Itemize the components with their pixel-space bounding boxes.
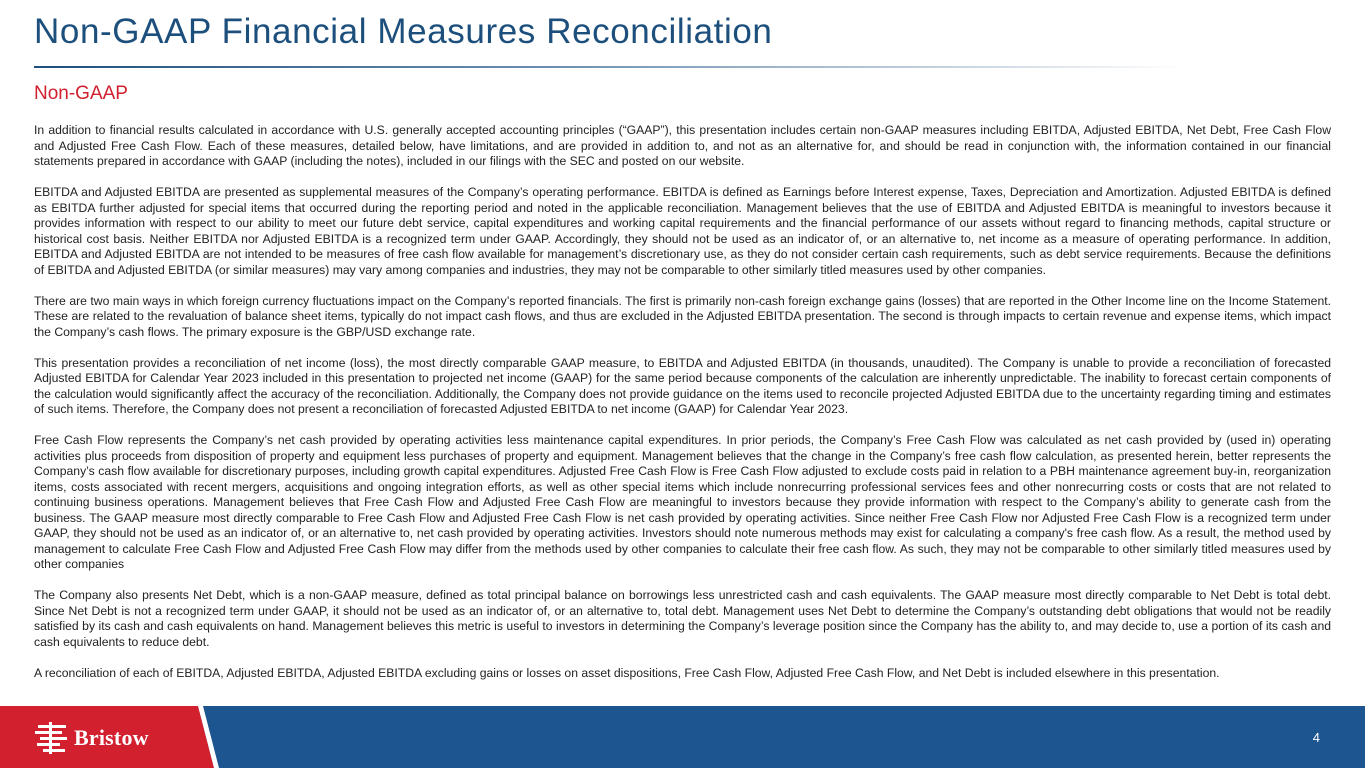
page-number: 4 [1312,730,1320,745]
slide-title: Non-GAAP Financial Measures Reconciliation [34,12,773,51]
paragraph-ebitda: EBITDA and Adjusted EBITDA are presented as supplemental measures of the Company’s operating performance. EBITDA is defined as Earnings before Interest expense, Taxes, Depreciation and Amortization. Adjusted EBITDA is defined as EBITDA further adjusted for special items that occurred during the reporting period and noted in the applicable reconciliation. Management believes that the use of EBITDA and Adjusted EBITDA is meaningful to investors because it provides information with respect to our ability to meet our future debt service, capital expenditures and working capital requirements and the financial performance of our assets without regard to financing methods, capital structure or historical cost basis. Neither EBITDA nor Adjusted EBITDA is a recognized term under GAAP. Accordingly, they should not be used as an indicator of, or an alternative to, net income as a measure of operating performance. In addition, EBITDA and Adjusted EBITDA are not intended to be measures of free cash flow available for management’s discretionary use, as they do not consider certain cash requirements, such as debt service requirements. Because the definitions of EBITDA and Adjusted EBITDA (or similar measures) may vary among companies and industries, they may not be comparable to other similarly titled measures used by other companies. [34,185,1331,277]
bristow-logo-icon [35,722,69,754]
footer-bar [0,706,1365,768]
paragraph-foreign-currency: There are two main ways in which foreign currency fluctuations impact on the Company’s reported financials. The first is primarily non-cash foreign exchange gains (losses) that are reported in the Other Income line on the Income Statement. These are related to the revaluation of balance sheet items, typically do not impact cash flows, and thus are excluded in the Adjusted EBITDA presentation. The second is through impacts to certain revenue and expense items, which impact the Company’s cash flows. The primary exposure is the GBP/USD exchange rate. [34,293,1331,339]
bristow-logo [35,722,149,754]
section-subtitle: Non-GAAP [34,83,128,104]
paragraph-net-debt: The Company also presents Net Debt, which is a non-GAAP measure, defined as total principal balance on borrowings less unrestricted cash and cash equivalents. The GAAP measure most directly comparable to Net Debt is total debt. Since Net Debt is not a recognized term under GAAP, it should not be used as an indicator of, or an alternative to, total debt. Management uses Net Debt to determine the Company’s outstanding debt obligations that would not be readily satisfied by its cash and cash equivalents on hand. Management believes this metric is useful to investors in determining the Company’s leverage position since the Company has the ability to, and may decide to, use a portion of its cash and cash equivalents to reduce debt. [34,588,1331,649]
paragraph-free-cash-flow: Free Cash Flow represents the Company’s net cash provided by operating activities less maintenance capital expenditures. In prior periods, the Company’s Free Cash Flow was calculated as net cash provided by (used in) operating activities plus proceeds from disposition of property and equipment less purchases of property and equipment. Management believes that the change in the Company’s free cash flow calculation, as presented herein, better represents the Company’s cash flow available for discretionary purposes, including growth capital expenditures. Adjusted Free Cash Flow is Free Cash Flow adjusted to exclude costs paid in relation to a PBH maintenance agreement buy-in, reorganization items, costs associated with recent mergers, acquisitions and ongoing integration efforts, as well as other special items which include nonrecurring professional services fees and other nonrecurring costs or costs that are not related to continuing business operations. Management believes that Free Cash Flow and Adjusted Free Cash Flow are meaningful to investors because they provide information with respect to the Company’s ability to generate cash from the business. The GAAP measure most directly comparable to Free Cash Flow and Adjusted Free Cash Flow is net cash provided by operating activities. Since neither Free Cash Flow nor Adjusted Free Cash Flow is a recognized term under GAAP, they should not be used as an indicator of, or an alternative to, net cash provided by operating activities. Investors should note numerous methods may exist for calculating a company's free cash flow. As a result, the method used by management to calculate Free Cash Flow and Adjusted Free Cash Flow may differ from the methods used by other companies to calculate their free cash flow. As such, they may not be comparable to other similarly titled measures used by other companies [34,433,1331,571]
logo-wordmark: Bristow [74,725,149,750]
body-text [34,123,1331,697]
paragraph-closing: A reconciliation of each of EBITDA, Adjusted EBITDA, Adjusted EBITDA excluding gains or losses on asset dispositions, Free Cash Flow, Adjusted Free Cash Flow, and Net Debt is included elsewhere in this presentation. [34,665,1220,680]
paragraph-reconciliation: This presentation provides a reconciliation of net income (loss), the most directly comparable GAAP measure, to EBITDA and Adjusted EBITDA (in thousands, unaudited). The Company is unable to provide a reconciliation of forecasted Adjusted EBITDA for Calendar Year 2023 included in this presentation to projected net income (GAAP) for the same period because components of the calculation are inherently unpredictable. The inability to forecast certain components of the calculation would significantly affect the accuracy of the reconciliation. Additionally, the Company does not provide guidance on the items used to reconcile projected Adjusted EBITDA due to the uncertainty regarding timing and estimates of such items. Therefore, the Company does not present a reconciliation of forecasted Adjusted EBITDA to net income (GAAP) for Calendar Year 2023. [34,355,1331,416]
paragraph-intro: In addition to financial results calculated in accordance with U.S. generally accepted accounting principles (“GAAP”), this presentation includes certain non-GAAP measures including EBITDA, Adjusted EBITDA, Net Debt, Free Cash Flow and Adjusted Free Cash Flow. Each of these measures, detailed below, have limitations, and are provided in addition to, and not as an alternative for, and should be read in conjunction with, the information contained in our financial statements prepared in accordance with GAAP (including the notes), included in our filings with the SEC and posted on our website. [34,123,1331,168]
title-divider [34,66,1184,68]
